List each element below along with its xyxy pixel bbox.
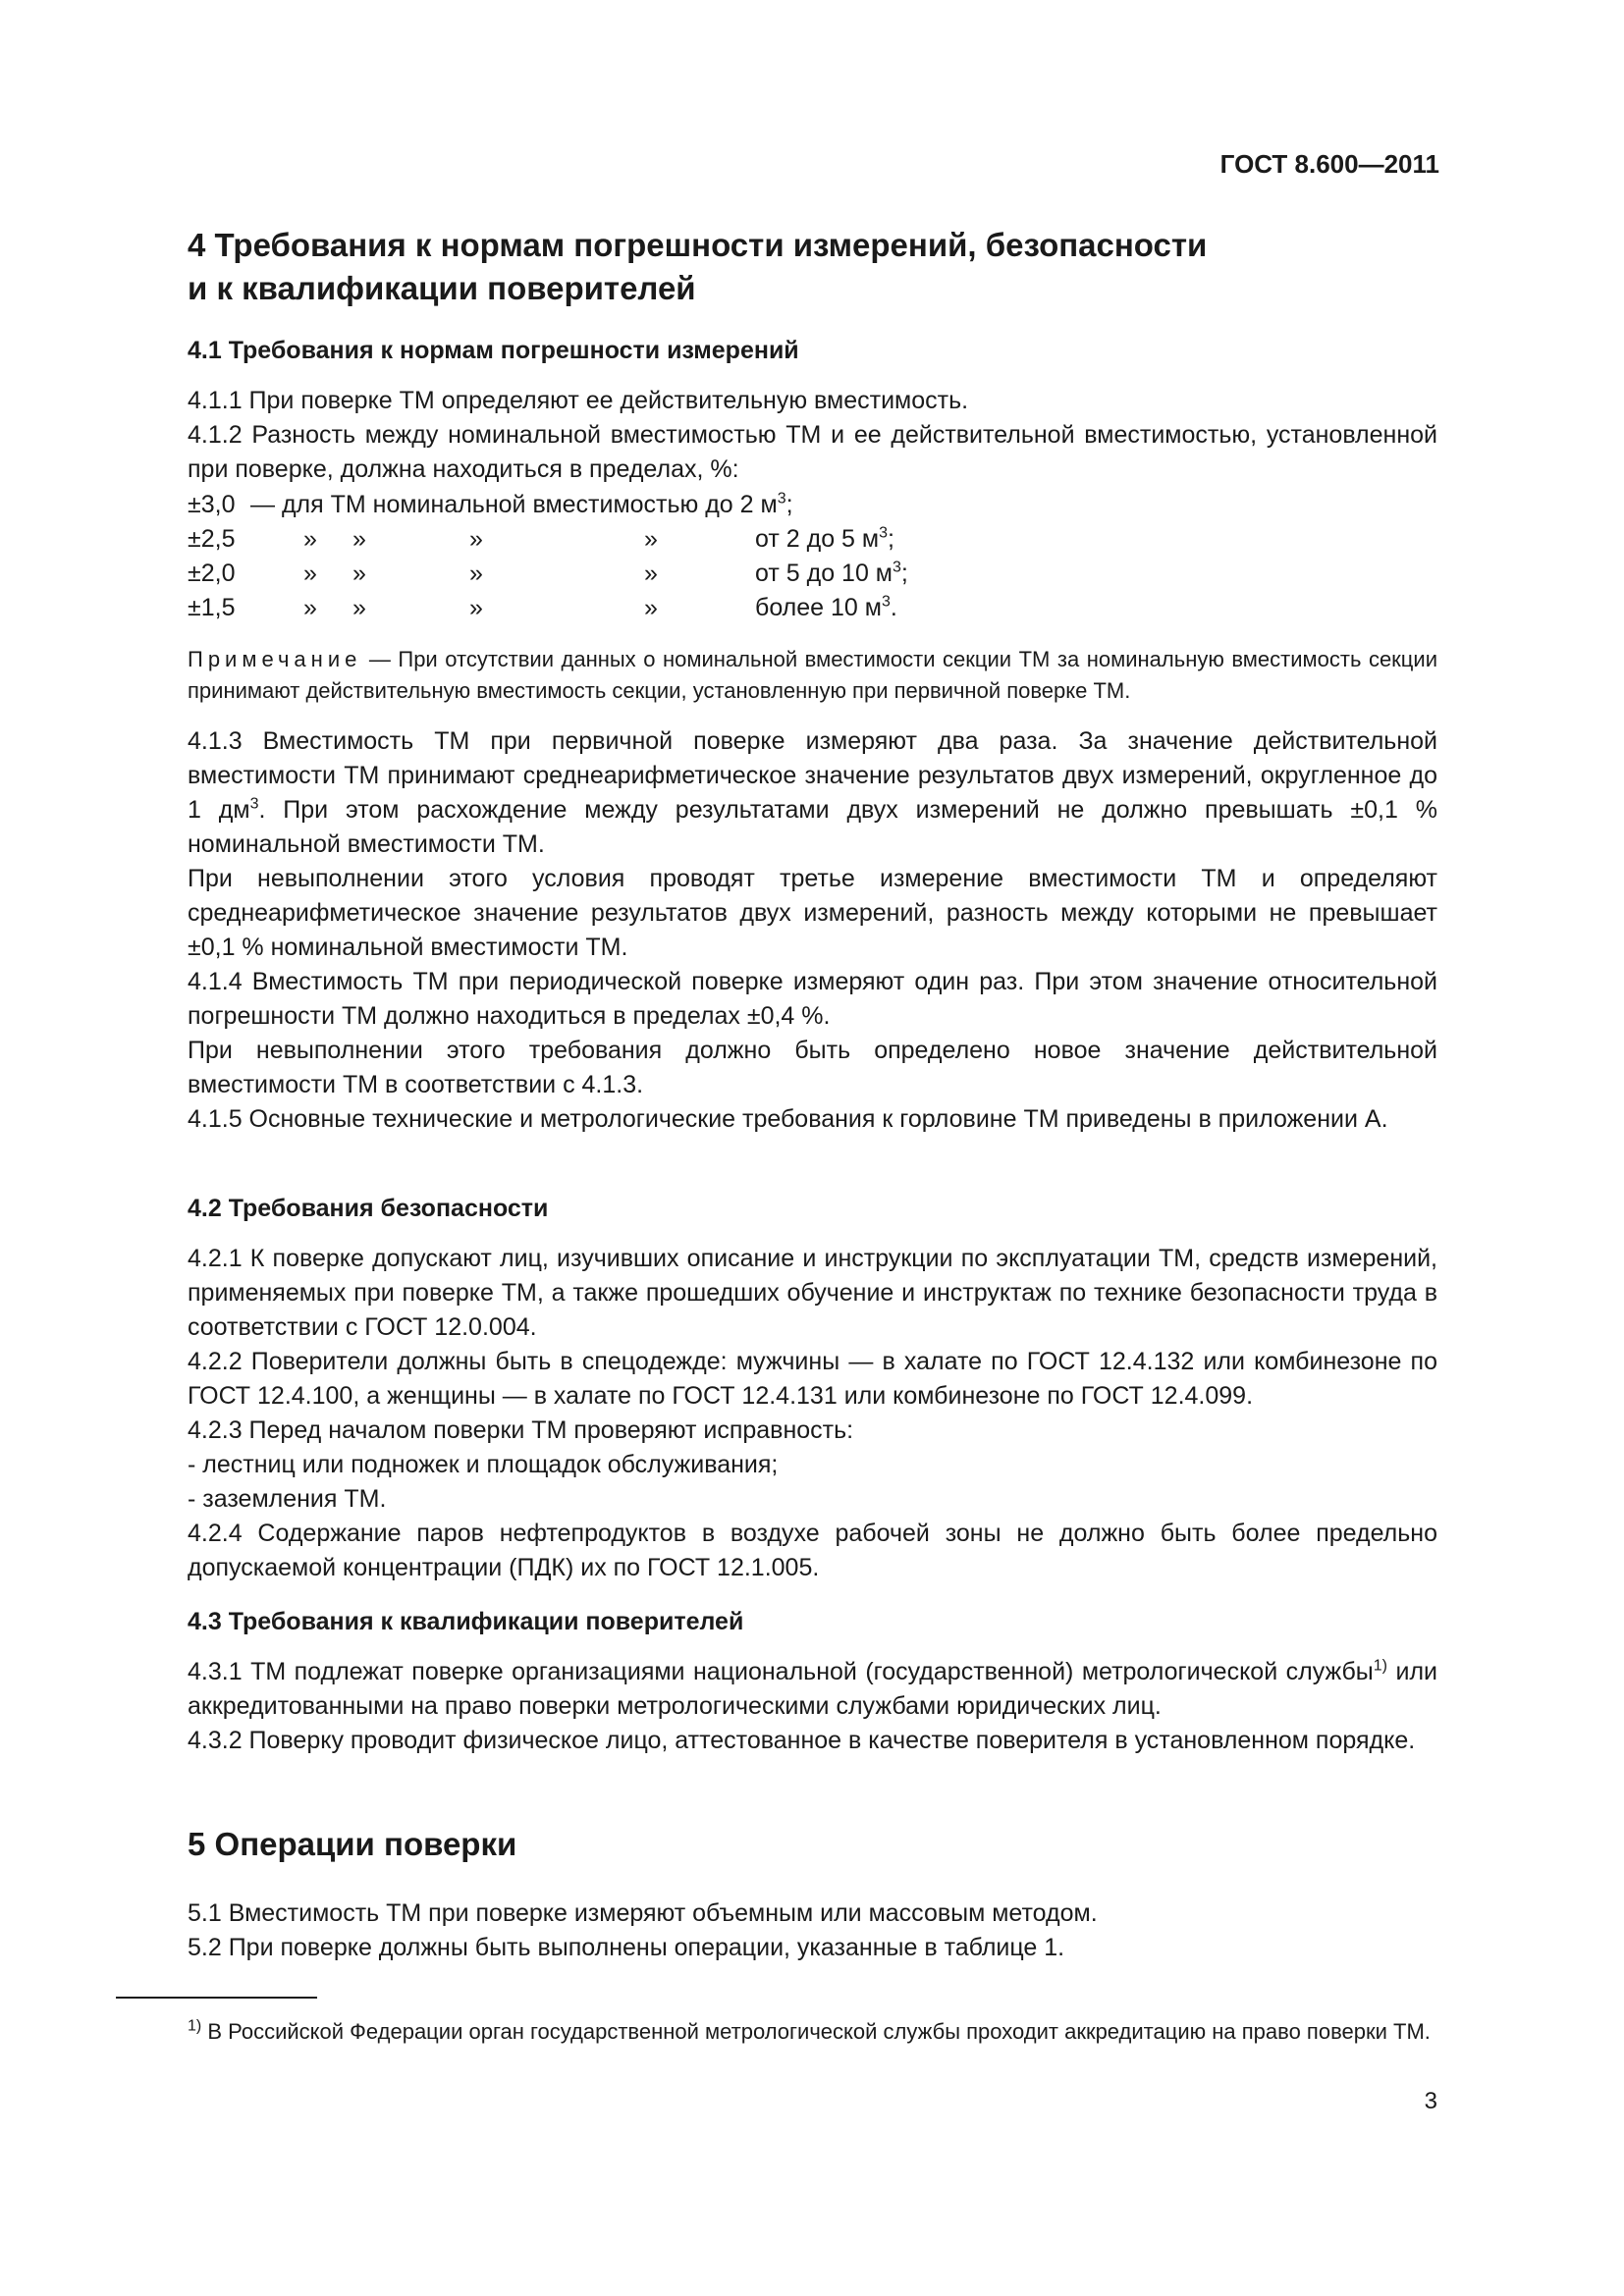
document-header: ГОСТ 8.600—2011 [1219, 149, 1439, 179]
ditto-mark: » [469, 525, 483, 553]
footnote-separator [116, 1997, 317, 1999]
tolerance-range: более 10 $м^3$. [755, 593, 897, 621]
footnote [188, 2016, 1437, 2048]
tolerance-value: ±1,5 [188, 594, 236, 621]
ditto-mark: » [469, 594, 483, 621]
note-text: — При отсутствии данных о номинальной вместимости секции ТМ за номинальную вместимость секции принимают действительную вместимость секции, установленную при первичной поверке ТМ. [188, 647, 1437, 703]
section-5-title: 5 Операции поверки [188, 1826, 517, 1862]
ditto-mark: » [303, 560, 317, 587]
footnote-text: В Российской Федерации орган государственной метрологической службы проходит аккредитацию на право поверки ТМ. [201, 2019, 1431, 2044]
ditto-mark: » [644, 594, 658, 621]
footnote-mark: 1) [188, 2017, 202, 2035]
para-4-1-1: 4.1.1 При поверке ТМ определяют ее действительную вместимость. [188, 387, 969, 414]
para-4-2-3: 4.2.3 Перед началом поверки ТМ проверяют исправность: [188, 1416, 854, 1444]
ditto-mark: » [352, 560, 366, 587]
subsection-4-3-title: 4.3 Требования к квалификации поверителей [188, 1608, 744, 1635]
para-4-3-2: 4.3.2 Поверку проводит физическое лицо, аттестованное в качестве поверителя в установленном порядке. [188, 1727, 1416, 1754]
ditto-mark: » [352, 525, 366, 553]
ditto-mark: » [469, 560, 483, 587]
section-4-title-line1: 4 Требования к нормам погрешности измерений, безопасности [188, 227, 1208, 263]
ditto-mark: » [303, 594, 317, 621]
page-number: 3 [1424, 2088, 1437, 2114]
para-4-1-4-cont: При невыполнении этого требования должно быть определено новое значение действительной вместимости ТМ в соответствии с 4.1.3. [188, 1037, 1437, 1098]
list-item: - лестниц или подножек и площадок обслуживания; [188, 1451, 779, 1478]
tolerance-value: ±3,0 [188, 491, 236, 518]
ditto-mark: » [303, 525, 317, 553]
ditto-mark: » [352, 594, 366, 621]
section-4-title-line2: и к квалификации поверителей [188, 270, 696, 306]
para-4-3-1: 4.3.1 ТМ подлежат поверке организациями национальной (государственной) метрологической службы$^{1)}$ или аккредитованными на право поверки метрологическими службами юридических лиц. [188, 1657, 1437, 1720]
para-4-2-2: 4.2.2 Поверители должны быть в спецодежде: мужчины — в халате по ГОСТ 12.4.132 или комбинезоне по ГОСТ 12.4.100, а женщины — в халате по ГОСТ 12.4.131 или комбинезоне по ГОСТ 12.4.099. [188, 1348, 1437, 1410]
tolerance-text: — для ТМ номинальной вместимостью до 2 $м^3$; [250, 490, 793, 518]
para-4-1-3-cont: При невыполнении этого условия проводят третье измерение вместимости ТМ и определяют среднеарифметическое значение результатов двух измерений, разность между которыми не превышает ±0,1 % номинальной вместимости ТМ. [188, 865, 1437, 961]
note-label: Примечание [188, 647, 362, 671]
tolerance-value: ±2,0 [188, 560, 236, 587]
para-5-1: 5.1 Вместимость ТМ при поверке измеряют объемным или массовым методом. [188, 1899, 1098, 1927]
list-item: - заземления ТМ. [188, 1485, 387, 1513]
tolerance-value: ±2,5 [188, 525, 236, 553]
para-4-1-5: 4.1.5 Основные технические и метрологические требования к горловине ТМ приведены в приложении А. [188, 1105, 1388, 1133]
note [188, 644, 1437, 707]
para-4-1-4: 4.1.4 Вместимость ТМ при периодической поверке измеряют один раз. При этом значение относительной погрешности ТМ должно находиться в пределах ±0,4 %. [188, 968, 1437, 1030]
tolerance-range: от 2 до 5 $м^3$; [755, 524, 894, 553]
section-4-title [188, 224, 1268, 310]
subsection-4-1-title: 4.1 Требования к нормам погрешности измерений [188, 337, 799, 364]
para-4-2-4: 4.2.4 Содержание паров нефтепродуктов в воздухе рабочей зоны не должно быть более предельно допускаемой концентрации (ПДК) их по ГОСТ 12.1.005. [188, 1520, 1437, 1581]
subsection-4-2-title: 4.2 Требования безопасности [188, 1195, 549, 1222]
ditto-mark: » [644, 525, 658, 553]
para-5-2: 5.2 При поверке должны быть выполнены операции, указанные в таблице 1. [188, 1934, 1065, 1961]
tolerance-range: от 5 до 10 $м^3$; [755, 559, 908, 587]
para-4-1-3: 4.1.3 Вместимость ТМ при первичной поверке измеряют два раза. За значение действительной вместимости ТМ принимают среднеарифметическое значение результатов двух измерений, округленное до 1 $дм^3$. При этом расхождение между результатами двух измерений не должно превышать ±0,1 % номинальной вместимости ТМ. [188, 727, 1437, 858]
para-4-1-2: 4.1.2 Разность между номинальной вместимостью ТМ и ее действительной вместимостью, установленной при поверке, должна находиться в пределах, %: [188, 421, 1437, 483]
ditto-mark: » [644, 560, 658, 587]
para-4-2-1: 4.2.1 К поверке допускают лиц, изучивших описание и инструкции по эксплуатации ТМ, средств измерений, применяемых при поверке ТМ, а также прошедших обучение и инструктаж по технике безопасности труда в соответствии с ГОСТ 12.0.004. [188, 1245, 1437, 1341]
